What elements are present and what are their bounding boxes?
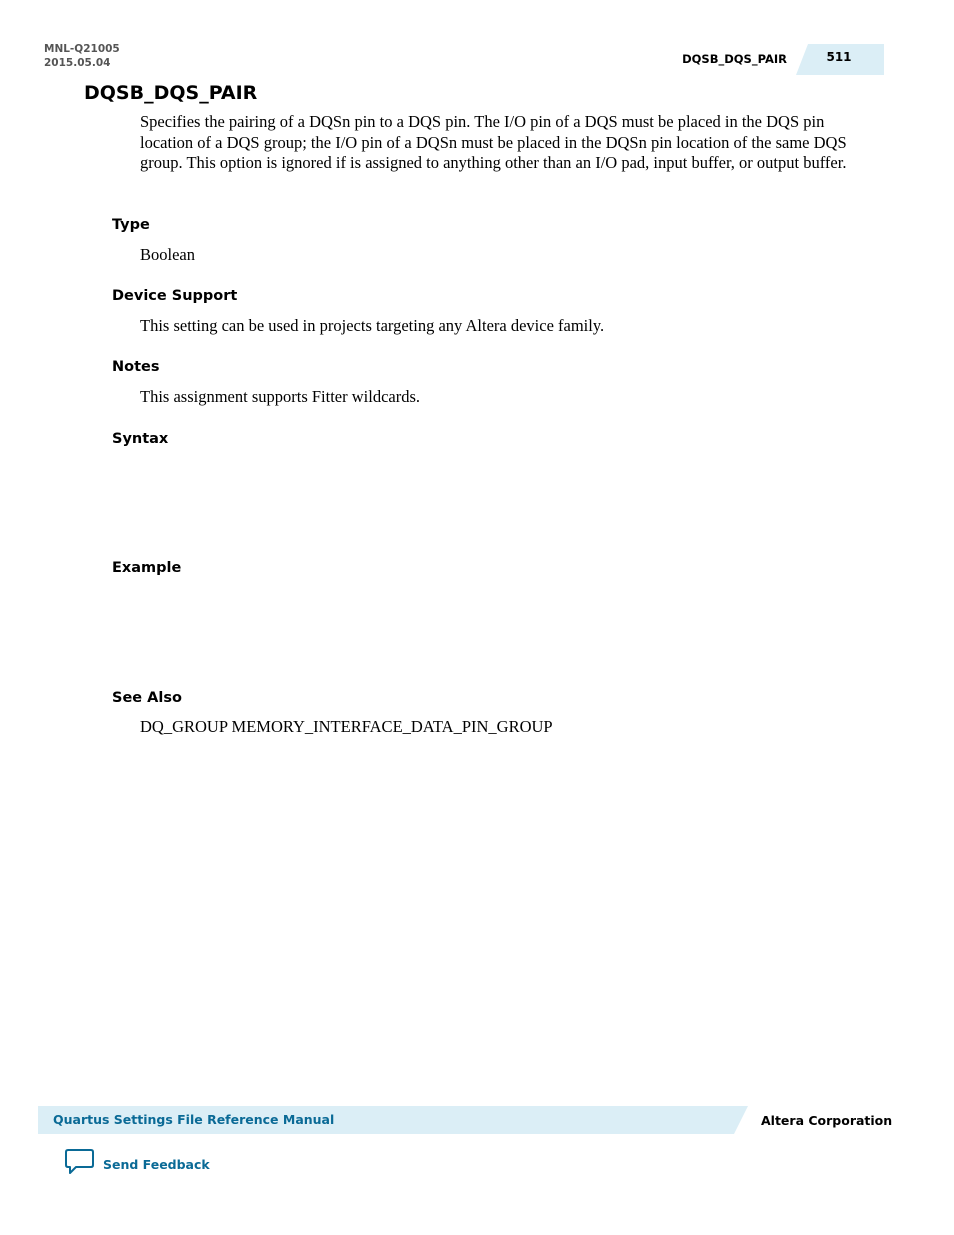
notes-text: This assignment supports Fitter wildcards.	[140, 387, 421, 406]
device-support-heading: Device Support	[112, 288, 238, 304]
page-number: 511	[826, 50, 852, 64]
device-support-text: This setting can be used in projects targeting any Altera device family.	[140, 316, 605, 335]
speech-bubble-icon	[64, 1148, 95, 1181]
type-value: Boolean	[140, 245, 195, 264]
document-id: MNL-Q21005	[44, 43, 120, 55]
notes-heading: Notes	[112, 359, 160, 375]
type-heading: Type	[112, 217, 150, 233]
see-also-text: DQ_GROUP MEMORY_INTERFACE_DATA_PIN_GROUP	[140, 717, 553, 736]
document-id-block	[44, 42, 120, 70]
running-header-section: DQSB_DQS_PAIR	[682, 52, 787, 66]
syntax-heading: Syntax	[112, 431, 169, 447]
footer-manual-title: Quartus Settings File Reference Manual	[53, 1112, 335, 1127]
send-feedback-link[interactable]	[64, 1148, 210, 1181]
description-text: Specifies the pairing of a DQSn pin to a DQS pin. The I/O pin of a DQS must be placed in the DQS pin location of a DQS group; the I/O pin of a DQSn must be placed in the DQSn pin location of the same DQS group. This option is ignored if is assigned to anything other than an I/O pad, input buffer, or output buffer.	[140, 112, 847, 173]
example-heading: Example	[112, 560, 182, 576]
footer-company: Altera Corporation	[761, 1113, 893, 1128]
send-feedback-label: Send Feedback	[103, 1157, 210, 1172]
page-title: DQSB_DQS_PAIR	[84, 82, 258, 104]
see-also-heading: See Also	[112, 690, 182, 706]
document-date: 2015.05.04	[44, 57, 111, 69]
